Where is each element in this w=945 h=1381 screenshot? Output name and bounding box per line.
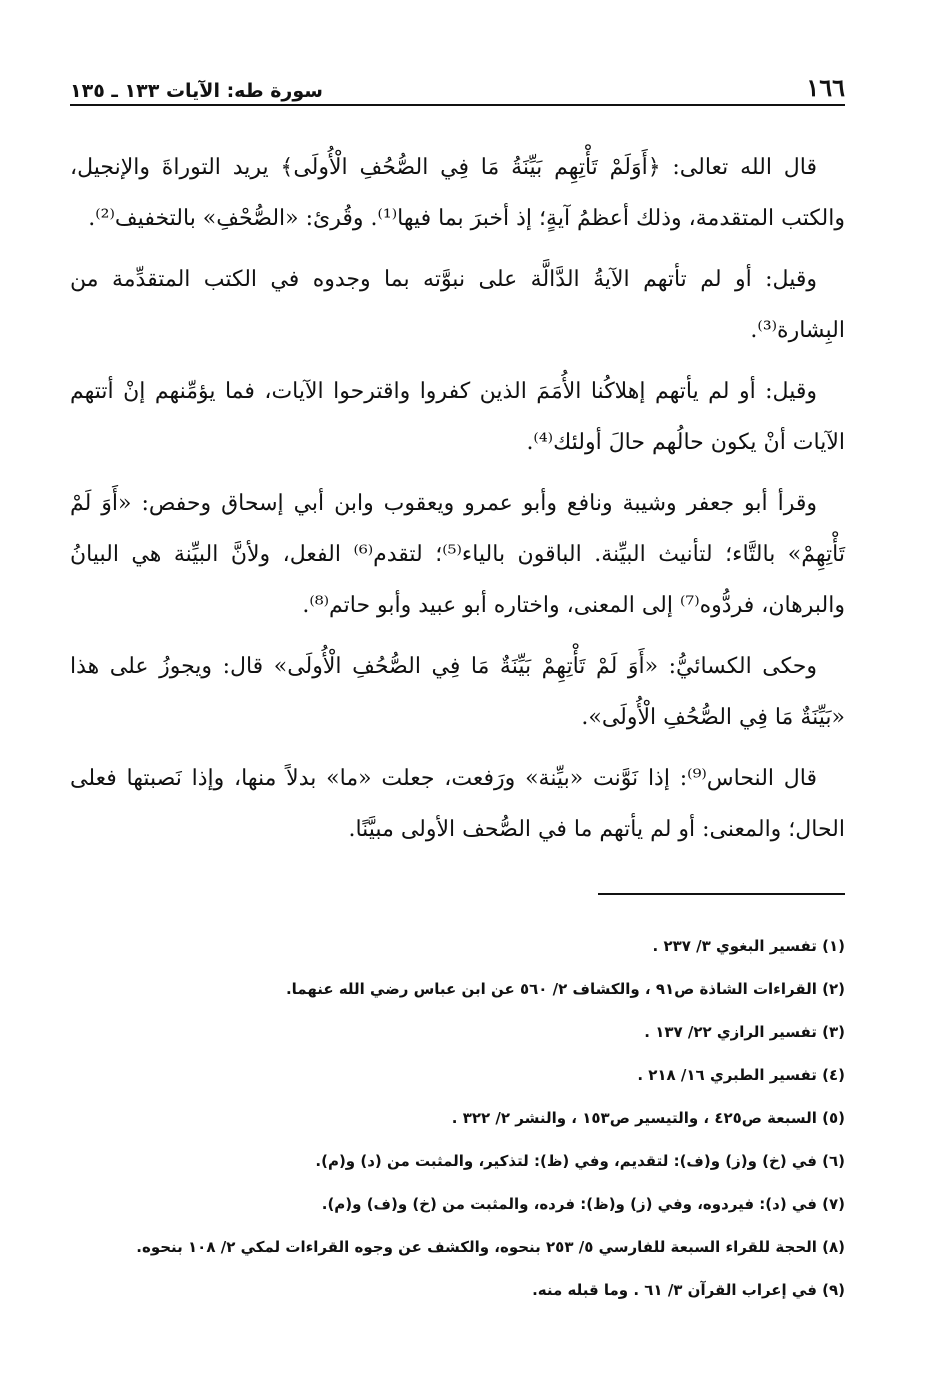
footnote-1: (١) تفسير البغوي ٣/ ٢٣٧ .	[652, 937, 845, 955]
footnote-2: (٢) القراءات الشاذة ص٩١ ، والكشاف ٢/ ٥٦٠ عن ابن عباس رضي الله عنهما.	[285, 980, 845, 998]
paragraph: وحكى الكسائيُّ: «أَوَ لَمْ تَأْتِهِمْ بَيِّنَةٌ مَا فِي الصُّحُفِ الْأُولَى» قال: ويجوزُ على هذا «بَيِّنَةٌ مَا فِي الصُّحُفِ الْأُولَى».	[70, 654, 845, 730]
paragraph: قال النحاس⁽⁹⁾: إذا نَوَّنت «بيِّنة» ورَفعت، جعلت «ما» بدلاً منها، وإذا نَصبتها فعلى الحال؛ والمعنى: أو لم يأتهم ما في الصُّحف الأولى مبيَّنًا.	[70, 766, 845, 842]
footnotes	[70, 925, 845, 1312]
footnote-6: (٦) في (خ) و(ز) و(ف): لتقديم، وفي (ظ): لتذكير، والمثبت من (د) و(م).	[315, 1152, 845, 1170]
footnote-8: (٨) الحجة للقراء السبعة للفارسي ٥/ ٢٥٣ بنحوه، والكشف عن وجوه القراءات لمكي ٢/ ١٠٨ بنحوه.	[136, 1238, 845, 1256]
footnote-3: (٣) تفسير الرازي ٢٢/ ١٣٧ .	[644, 1023, 845, 1041]
footnote-separator	[598, 893, 845, 895]
footnote-5: (٥) السبعة ص٤٢٥ ، والتيسير ص١٥٣ ، والنشر ٢/ ٣٢٢ .	[451, 1109, 845, 1127]
paragraph: وقيل: أو لم يأتهم إهلاكُنا الأُمَمَ الذين كفروا واقترحوا الآيات، فما يؤمِّنهم إنْ أتتهم الآيات أنْ يكون حالُهم حالَ أولئك⁽⁴⁾.	[70, 379, 845, 455]
running-title: سورة طه: الآيات ١٣٣ ـ ١٣٥	[70, 80, 323, 102]
footnote-4: (٤) تفسير الطبري ١٦/ ٢١٨ .	[637, 1066, 845, 1084]
page-number: ١٦٦	[806, 73, 845, 102]
paragraph: قال الله تعالى: ﴿أَوَلَمْ تَأْتِهِم بَيِّنَةُ مَا فِي الصُّحُفِ الْأُولَى﴾ يريد التوراةَ والإنجيل، والكتب المتقدمة، وذلك أعظمُ آيةٍ؛ إذ أخبرَ بما فيها⁽¹⁾. وقُرئ: «الصُّحْفِ» بالتخفيف⁽²⁾.	[70, 155, 845, 231]
main-text	[70, 142, 845, 865]
paragraph: وقرأ أبو جعفر وشيبة ونافع وأبو عمرو ويعقوب وابن أبي إسحاق وحفص: «أَوَ لَمْ تَأْتِهِمْ» بالتَّاء؛ لتأنيث البيِّنة. الباقون بالياء⁽⁵⁾؛ لتقدم⁽⁶⁾ الفعل، ولأنَّ البيِّنة هي البيانُ والبرهان، فردُّوه⁽⁷⁾ إلى المعنى، واختاره أبو عبيد وأبو حاتم⁽⁸⁾.	[70, 491, 845, 618]
paragraph: وقيل: أو لم تأتهم الآيةُ الدَّالَّة على نبوَّته بما وجدوه في الكتب المتقدِّمة من البِشارة⁽³⁾.	[70, 267, 845, 343]
footnote-9: (٩) في إعراب القرآن ٣/ ٦١ . وما قبله منه.	[532, 1281, 845, 1299]
footnote-7: (٧) في (د): فيردوه، وفي (ز) و(ظ): فرده، والمثبت من (خ) و(ف) و(م).	[321, 1195, 845, 1213]
page-header	[70, 62, 845, 102]
header-rule	[70, 104, 845, 106]
